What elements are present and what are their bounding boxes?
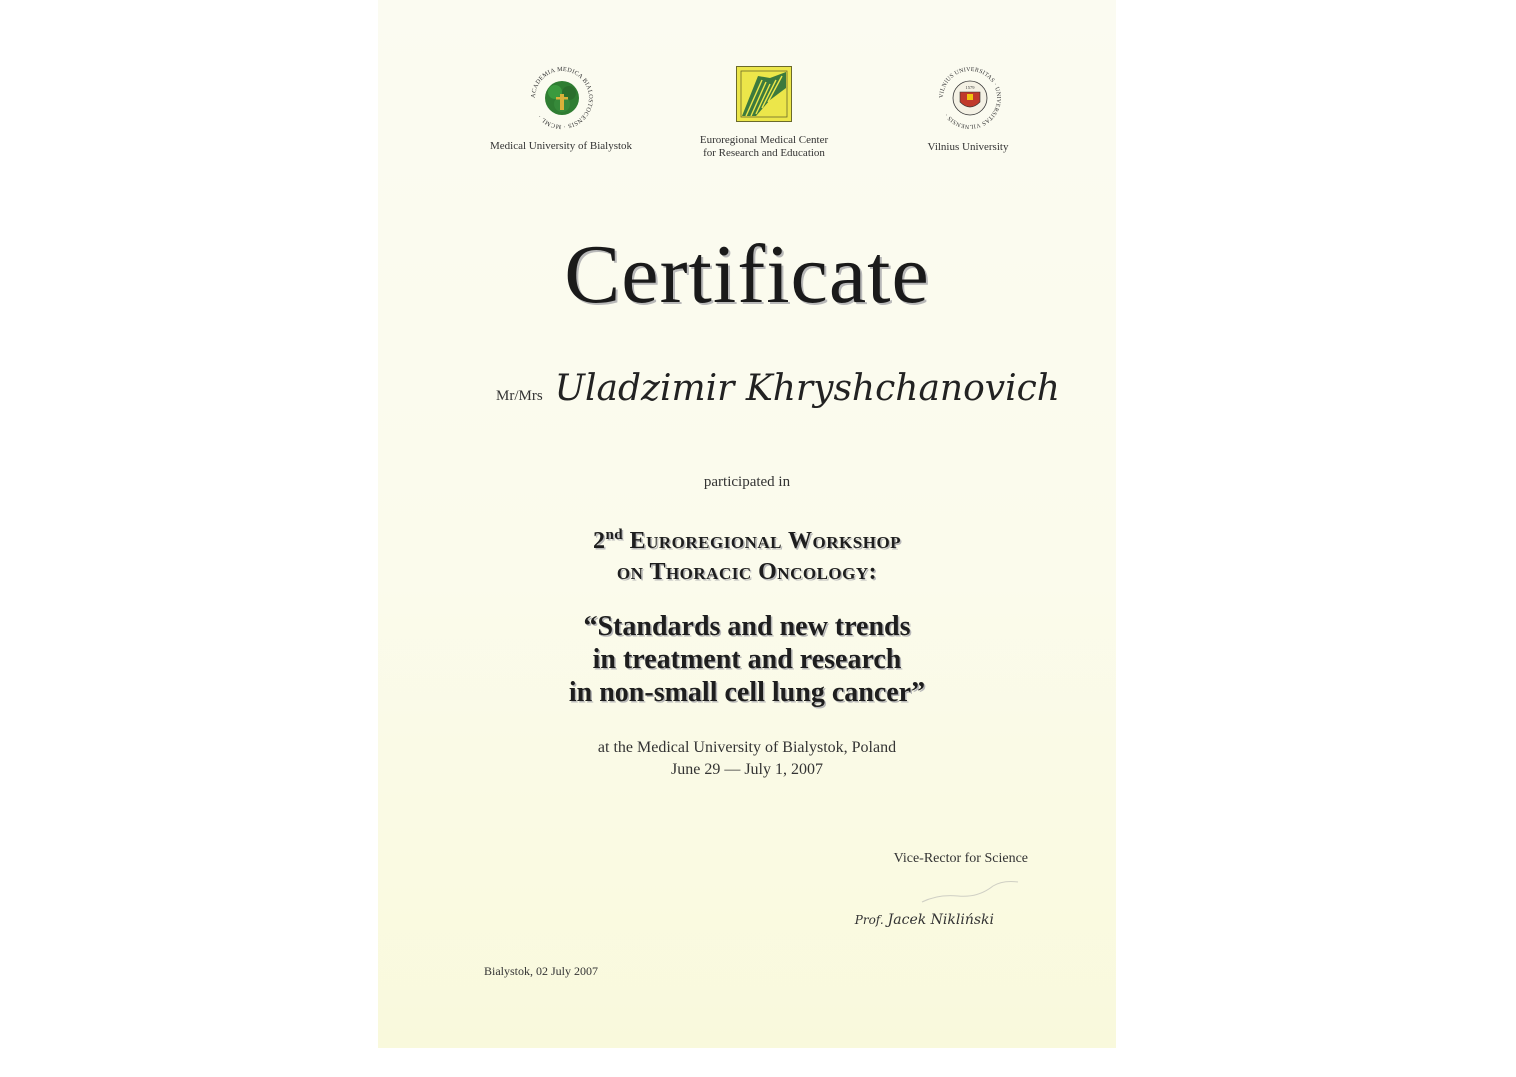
recipient-name: Uladzimir Khryshchanovich: [554, 368, 1060, 409]
workshop-topic: [378, 610, 1116, 709]
place-date: Bialystok, 02 July 2007: [484, 964, 599, 978]
topic-line1: “Standards and new trends: [583, 611, 911, 642]
bialystok-caption: Medical University of Bialystok: [489, 140, 633, 152]
vilnius-caption: Vilnius University: [927, 141, 1009, 153]
event-line1-text: Euroregional Workshop: [629, 528, 902, 554]
medical-university-bialystok-seal-icon: [528, 64, 596, 132]
participated-text: participated in: [703, 474, 791, 490]
event-dates: June 29 — July 1, 2007: [671, 761, 823, 778]
signatory-prefix: Prof.: [854, 913, 884, 927]
emc-caption: [668, 134, 860, 160]
vilnius-university-seal-icon: [936, 64, 1004, 132]
svg-text:VILNIUS UNIVERSITAS · UNIVERSI: VILNIUS UNIVERSITAS · UNIVERSITAS VILNENSIS ·: [938, 66, 1002, 130]
emc-caption-line1: Euroregional Medical Center: [699, 134, 829, 146]
certificate-title: Certificate: [564, 228, 930, 321]
topic-line3: in non-small cell lung cancer”: [568, 677, 926, 708]
topic-line2: in treatment and research: [592, 644, 902, 675]
venue-text: at the Medical University of Bialystok, Poland: [597, 739, 897, 756]
svg-text:1579: 1579: [965, 85, 975, 90]
event-ordinal: 2: [592, 528, 606, 554]
emc-caption-line2: for Research and Education: [703, 147, 825, 159]
signatory-name-line: [848, 911, 994, 929]
svg-text:ACADEMIA MEDICA BIALOSTOCENSIS: ACADEMIA MEDICA BIALOSTOCENSIS · MCML ·: [529, 65, 595, 131]
venue-block: [378, 737, 1116, 781]
certificate-paper: [378, 0, 1116, 1048]
salutation: Mr/Mrs: [496, 388, 543, 404]
event-line1: [378, 520, 1116, 557]
euroregional-medical-center-logo-icon: [736, 66, 792, 122]
signature-stroke-icon: [918, 876, 1028, 906]
signatory-name: Jacek Nikliński: [887, 912, 994, 928]
recipient-line: [496, 368, 1060, 409]
signatory-role: Vice-Rector for Science: [893, 851, 1028, 866]
event-ordinal-suffix: nd: [605, 527, 624, 543]
event-title: [378, 520, 1116, 588]
event-line2: on Thoracic Oncology:: [616, 559, 878, 585]
